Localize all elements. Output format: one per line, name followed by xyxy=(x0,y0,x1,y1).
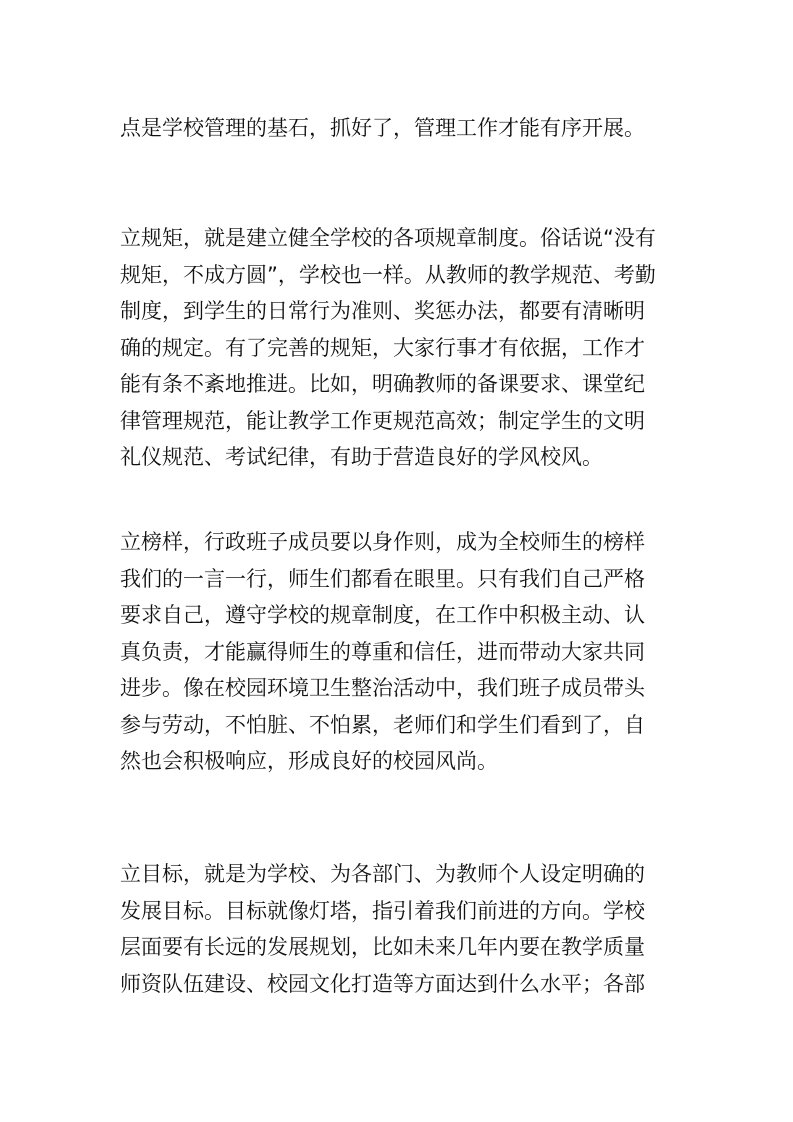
paragraph-3 xyxy=(120,524,680,780)
text-line: 立榜样，行政班子成员要以身作则，成为全校师生的榜样 xyxy=(120,530,645,554)
paragraph-1 xyxy=(120,110,680,147)
text-line: 然也会积极响应，形成良好的校园风尚。 xyxy=(120,749,498,773)
paragraph-4 xyxy=(120,856,680,1002)
text-line: 能有条不紊地推进。比如，明确教师的备课要求、课堂纪 xyxy=(120,372,645,396)
text-line: 层面要有长远的发展规划，比如未来几年内要在教学质量 xyxy=(120,935,645,959)
text-line: 我们的一言一行，师生们都看在眼里。只有我们自己严格 xyxy=(120,566,645,591)
text-line: 点是学校管理的基石，抓好了，管理工作才能有序开展。 xyxy=(120,116,645,140)
text-line: 进步。像在校园环境卫生整治活动中，我们班子成员带头 xyxy=(120,676,645,700)
paragraph-2 xyxy=(120,220,680,476)
text-line: 制度，到学生的日常行为准则、奖惩办法，都要有清晰明 xyxy=(120,299,645,323)
text-line: 立目标，就是为学校、为各部门、为教师个人设定明确的 xyxy=(120,862,645,886)
text-line: 立规矩，就是建立健全学校的各项规章制度。俗话说“没有 xyxy=(120,226,656,250)
text-line: 真负责，才能赢得师生的尊重和信任，进而带动大家共同 xyxy=(120,639,645,664)
text-line: 确的规定。有了完善的规矩，大家行事才有依据，工作才 xyxy=(120,335,645,360)
text-line: 规矩，不成方圆”，学校也一样。从教师的教学规范、考勤 xyxy=(120,262,656,287)
text-line: 师资队伍建设、校园文化打造等方面达到什么水平；各部 xyxy=(120,971,645,996)
text-line: 发展目标。目标就像灯塔，指引着我们前进的方向。学校 xyxy=(120,898,645,923)
text-line: 律管理规范，能让教学工作更规范高效；制定学生的文明 xyxy=(120,408,645,433)
text-line: 参与劳动，不怕脏、不怕累，老师们和学生们看到了，自 xyxy=(120,712,645,737)
text-line: 要求自己，遵守学校的规章制度，在工作中积极主动、认 xyxy=(120,603,645,627)
text-line: 礼仪规范、考试纪律，有助于营造良好的学风校风。 xyxy=(120,445,603,469)
